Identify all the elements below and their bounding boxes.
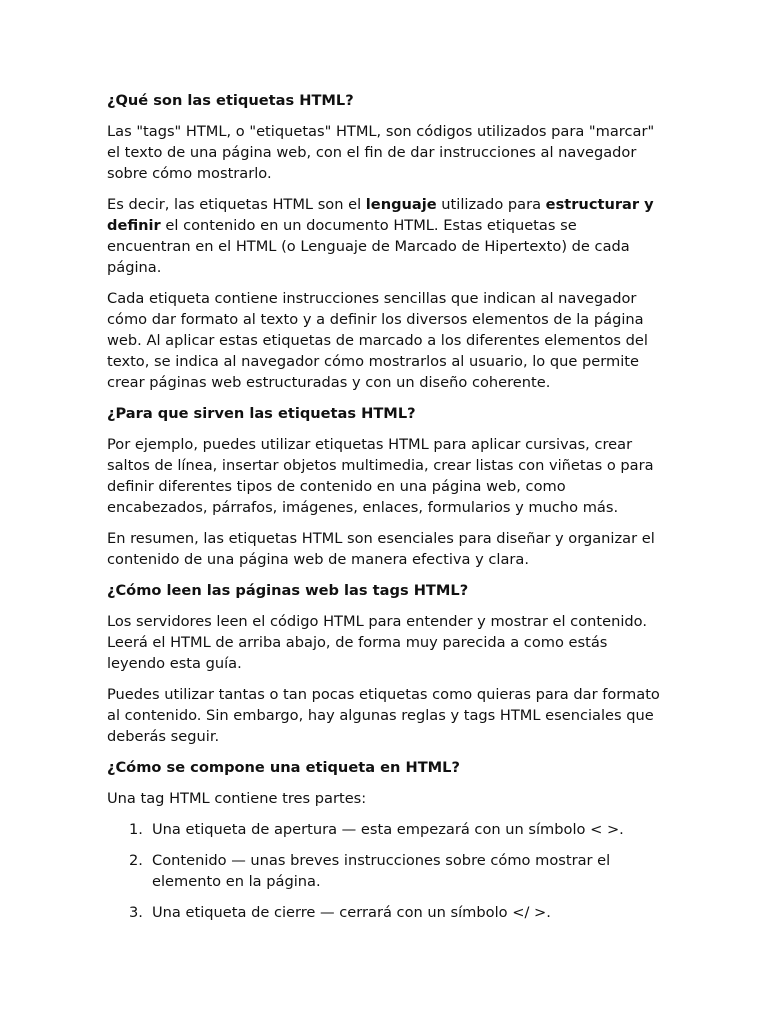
section-heading: ¿Para que sirven las etiquetas HTML?	[107, 405, 416, 422]
paragraph: Por ejemplo, puedes utilizar etiquetas HTML para aplicar cursivas, crear saltos de línea, insertar objetos multimedia, crear listas con viñetas o para definir diferentes tipos de contenido en una página web, como encabezados, párrafos, imágenes, enlaces, formularios y mucho más.	[107, 436, 654, 516]
paragraph: Es decir, las etiquetas HTML son el lenguaje utilizado para estructurar y definir el contenido en un documento HTML. Estas etiquetas se encuentran en el HTML (o Lenguaje de Marcado de Hipertexto) de cada página.	[107, 196, 654, 276]
list-number: 3.	[129, 904, 143, 921]
list-number: 1.	[129, 821, 143, 838]
list-item-text: Una etiqueta de apertura — esta empezará con un símbolo < >.	[152, 821, 624, 838]
list-item	[107, 850, 663, 892]
paragraph: Puedes utilizar tantas o tan pocas etiquetas como quieras para dar formato al contenido. Sin embargo, hay algunas reglas y tags HTML esenciales que deberás seguir.	[107, 686, 660, 745]
document-body	[107, 90, 663, 923]
list-item	[107, 819, 663, 840]
section-heading: ¿Cómo leen las páginas web las tags HTML?	[107, 582, 469, 599]
paragraph: Cada etiqueta contiene instrucciones sencillas que indican al navegador cómo dar formato al texto y a definir los diversos elementos de la página web. Al aplicar estas etiquetas de marcado a los diferentes elementos del texto, se indica al navegador cómo mostrarlos al usuario, lo que permite crear páginas web estructuradas y con un diseño coherente.	[107, 290, 648, 391]
list-item-text: Contenido — unas breves instrucciones sobre cómo mostrar el elemento en la página.	[152, 852, 611, 890]
list-item-text: Una etiqueta de cierre — cerrará con un símbolo </ >.	[152, 904, 551, 921]
list-item	[107, 902, 663, 923]
paragraph: Una tag HTML contiene tres partes:	[107, 790, 367, 807]
section-heading: ¿Qué son las etiquetas HTML?	[107, 92, 354, 109]
bold-text: estructurar y definir	[107, 196, 654, 234]
numbered-list	[107, 819, 663, 923]
paragraph: En resumen, las etiquetas HTML son esenciales para diseñar y organizar el contenido de una página web de manera efectiva y clara.	[107, 530, 655, 568]
paragraph: Las "tags" HTML, o "etiquetas" HTML, son códigos utilizados para "marcar" el texto de una página web, con el fin de dar instrucciones al navegador sobre cómo mostrarlo.	[107, 123, 655, 182]
section-heading: ¿Cómo se compone una etiqueta en HTML?	[107, 759, 460, 776]
bold-text: lenguaje	[365, 196, 437, 213]
paragraph: Los servidores leen el código HTML para entender y mostrar el contenido. Leerá el HTML de arriba abajo, de forma muy parecida a como estás leyendo esta guía.	[107, 613, 647, 672]
list-number: 2.	[129, 852, 143, 869]
